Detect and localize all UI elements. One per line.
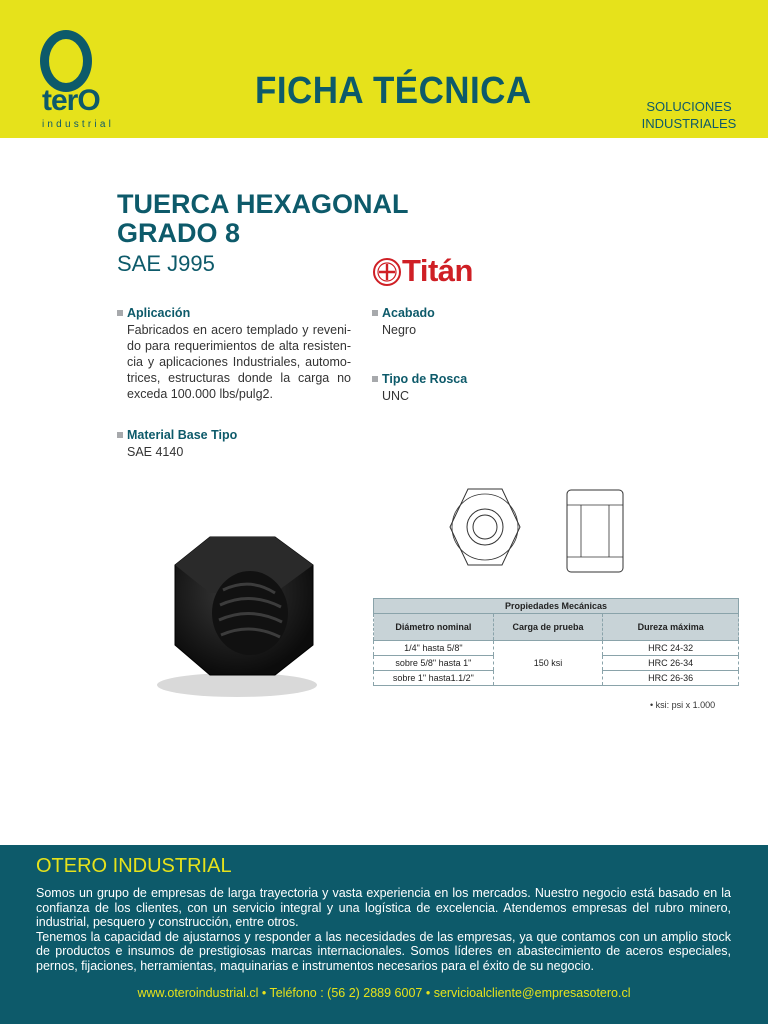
rosca-label: Tipo de Rosca [372,372,572,386]
header-carga: Carga de prueba [493,614,603,641]
table-note: • ksi: psi x 1.000 [650,700,716,710]
material-label: Material Base Tipo [117,428,351,442]
footer-paragraph-1: Somos un grupo de empresas de larga trayectoria y vasta experiencia en los mercados. Nuestro negocio está basado en la confianza de los clientes, con un servicio integral y una logística de excelencia. Atendemos empresas del rubro minero, industrial, pesquero y construcción, entre otros. [36,886,731,930]
cell-dureza: HRC 24-32 [603,641,739,656]
cell-diametro: sobre 1" hasta1.1/2" [374,671,494,686]
product-title-line-2: GRADO 8 [117,218,241,248]
mechanical-properties-table [373,598,739,686]
footer-title: OTERO INDUSTRIAL [36,855,232,877]
table-caption: Propiedades Mecánicas [374,599,739,614]
section-aplicacion [117,306,351,402]
cell-diametro: sobre 5/8" hasta 1" [374,656,494,671]
cell-dureza: HRC 26-36 [603,671,739,686]
section-rosca [372,372,572,404]
cell-dureza: HRC 26-34 [603,656,739,671]
tagline-line-2: INDUSTRIALES [641,116,737,131]
brand-name: Titán [402,253,473,288]
aplicacion-label: Aplicación [117,306,351,320]
table-header-row [374,614,739,641]
header-diametro: Diámetro nominal [374,614,494,641]
cell-carga: 150 ksi [493,641,603,686]
footer-paragraph-2: Tenemos la capacidad de ajustarnos y responder a las necesidades de las empresas, ya que contamos con un amplio stock de productos e insumos de prestigiosas marcas internacionales. Somos líderes en abastecimiento de aceros especiales, pernos, fijaciones, herramientas, maquinarias e instrumentos necesarios para el éxito de su negocio. [36,929,731,973]
logo-ring-icon [40,30,92,92]
logo-subtitle: industrial [42,119,115,130]
tagline-line-1: SOLUCIONES [646,99,732,114]
rosca-text: UNC [382,389,410,403]
technical-drawings [440,485,640,580]
product-standard: SAE J995 [117,251,215,276]
aplicacion-text: Fabricados en acero templado y reveni-do para requerimientos de alta resisten-cia y aplicaciones Industriales, automo-trices, estructuras donde la carga no exceda 100.000 lbs/pulg2. [127,323,351,401]
cell-diametro: 1/4" hasta 5/8" [374,641,494,656]
product-photo [115,495,360,715]
logo-word: terO [42,84,100,117]
material-text: SAE 4140 [127,445,184,459]
titan-emblem-icon [372,257,402,287]
section-material [117,428,351,460]
hex-nut-photo-icon [115,495,360,715]
product-title-line-1: TUERCA HEXAGONAL [117,189,409,219]
header-tagline [620,98,758,132]
acabado-label: Acabado [372,306,572,320]
table-row [374,641,739,656]
header-dureza: Dureza máxima [603,614,739,641]
titan-brand-logo [372,253,512,290]
page-title: FICHA TÉCNICA [255,70,532,112]
section-acabado [372,306,572,338]
footer-description [36,886,731,974]
footer-contact: www.oteroindustrial.cl • Teléfono : (56 2) 2889 6007 • servicioalcliente@empresasotero.cl [137,986,631,1000]
otero-logo [30,22,140,134]
product-title [117,190,517,248]
nut-drawing-icon [440,485,640,580]
acabado-text: Negro [382,323,417,337]
